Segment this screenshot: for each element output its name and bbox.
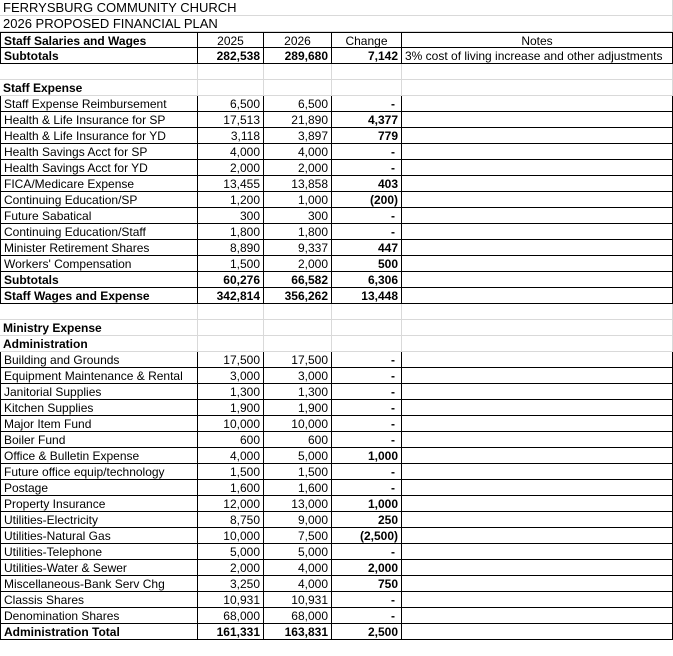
row-label[interactable]: Utilities-Water & Sewer <box>0 560 198 576</box>
value-2026[interactable]: 1,800 <box>264 224 332 240</box>
table-row <box>0 128 673 144</box>
value-2026[interactable]: 5,000 <box>264 448 332 464</box>
value-2026[interactable]: 13,000 <box>264 496 332 512</box>
value-2025[interactable]: 6,500 <box>198 96 264 112</box>
table-row <box>0 512 673 528</box>
value-2026[interactable]: 1,600 <box>264 480 332 496</box>
value-notes[interactable] <box>402 288 673 304</box>
section-heading-row <box>0 80 673 96</box>
col-label-header[interactable]: Staff Salaries and Wages <box>0 32 198 48</box>
column-header-row <box>0 32 673 48</box>
empty-cell[interactable] <box>0 304 198 320</box>
row-label[interactable]: Utilities-Electricity <box>0 512 198 528</box>
value-notes[interactable] <box>402 256 673 272</box>
value-2025[interactable]: 282,538 <box>198 48 264 64</box>
value-change[interactable]: - <box>332 592 402 608</box>
value-change[interactable]: (2,500) <box>332 528 402 544</box>
col-2026-header[interactable]: 2026 <box>264 32 332 48</box>
empty-cell[interactable] <box>402 304 673 320</box>
table-row <box>0 192 673 208</box>
empty-cell[interactable] <box>0 64 198 80</box>
table-row <box>0 528 673 544</box>
value-notes[interactable] <box>402 416 673 432</box>
value-change[interactable]: 6,306 <box>332 272 402 288</box>
value-notes[interactable] <box>402 560 673 576</box>
value-2026[interactable]: 68,000 <box>264 608 332 624</box>
value-2025[interactable]: 2,000 <box>198 560 264 576</box>
staff-expense-rows <box>0 96 673 272</box>
table-row <box>0 432 673 448</box>
section-heading-row <box>0 320 673 336</box>
empty-cell[interactable] <box>198 80 264 96</box>
empty-cell[interactable] <box>264 64 332 80</box>
empty-cell[interactable] <box>198 336 264 352</box>
value-2026[interactable]: 3,897 <box>264 128 332 144</box>
empty-cell[interactable] <box>332 64 402 80</box>
table-row <box>0 464 673 480</box>
value-notes[interactable] <box>402 608 673 624</box>
value-2026[interactable]: 13,858 <box>264 176 332 192</box>
row-label[interactable]: Health & Life Insurance for YD <box>0 128 198 144</box>
value-2025[interactable]: 8,750 <box>198 512 264 528</box>
value-notes[interactable] <box>402 176 673 192</box>
value-2026[interactable]: 21,890 <box>264 112 332 128</box>
value-2025[interactable]: 300 <box>198 208 264 224</box>
value-notes[interactable] <box>402 464 673 480</box>
empty-cell[interactable] <box>264 304 332 320</box>
row-label[interactable]: Building and Grounds <box>0 352 198 368</box>
value-2025[interactable]: 68,000 <box>198 608 264 624</box>
row-label[interactable]: Janitorial Supplies <box>0 384 198 400</box>
value-notes[interactable] <box>402 496 673 512</box>
empty-cell[interactable] <box>198 320 264 336</box>
value-change[interactable]: 447 <box>332 240 402 256</box>
row-label[interactable]: FICA/Medicare Expense <box>0 176 198 192</box>
col-2025-header[interactable]: 2025 <box>198 32 264 48</box>
empty-cell[interactable] <box>264 320 332 336</box>
table-row <box>0 448 673 464</box>
value-2025[interactable]: 1,600 <box>198 480 264 496</box>
value-2025[interactable]: 10,000 <box>198 416 264 432</box>
value-2025[interactable]: 1,200 <box>198 192 264 208</box>
staff-subtotal-row <box>0 272 673 288</box>
value-notes[interactable] <box>402 400 673 416</box>
value-2026[interactable]: 289,680 <box>264 48 332 64</box>
value-2025[interactable]: 1,500 <box>198 464 264 480</box>
value-2026[interactable]: 163,831 <box>264 624 332 640</box>
value-notes[interactable] <box>402 208 673 224</box>
value-notes[interactable] <box>402 96 673 112</box>
value-notes[interactable] <box>402 384 673 400</box>
table-row <box>0 208 673 224</box>
value-notes[interactable] <box>402 272 673 288</box>
table-row <box>0 256 673 272</box>
sheet-subtitle[interactable]: 2026 PROPOSED FINANCIAL PLAN <box>0 16 330 32</box>
row-label[interactable]: Boiler Fund <box>0 432 198 448</box>
value-change[interactable]: - <box>332 352 402 368</box>
table-row <box>0 560 673 576</box>
row-label[interactable]: Continuing Education/Staff <box>0 224 198 240</box>
value-change[interactable]: - <box>332 208 402 224</box>
value-notes[interactable] <box>402 432 673 448</box>
row-label[interactable]: Property Insurance <box>0 496 198 512</box>
value-change[interactable]: 2,000 <box>332 560 402 576</box>
section-subheading-row <box>0 336 673 352</box>
value-notes[interactable] <box>402 112 673 128</box>
value-notes[interactable] <box>402 224 673 240</box>
value-2026[interactable]: 9,337 <box>264 240 332 256</box>
value-2025[interactable]: 4,000 <box>198 448 264 464</box>
section-heading-ministry-expense[interactable]: Ministry Expense <box>0 320 198 336</box>
value-2026[interactable]: 4,000 <box>264 576 332 592</box>
table-row <box>0 416 673 432</box>
value-2026[interactable]: 4,000 <box>264 144 332 160</box>
value-notes[interactable] <box>402 368 673 384</box>
value-2026[interactable]: 2,000 <box>264 160 332 176</box>
row-label[interactable]: Future Sabatical <box>0 208 198 224</box>
row-label[interactable]: Office & Bulletin Expense <box>0 448 198 464</box>
value-change[interactable]: 13,448 <box>332 288 402 304</box>
value-2026[interactable]: 1,000 <box>264 192 332 208</box>
value-2026[interactable]: 2,000 <box>264 256 332 272</box>
table-row <box>0 608 673 624</box>
value-2026[interactable]: 9,000 <box>264 512 332 528</box>
empty-cell[interactable] <box>330 16 673 32</box>
value-2026[interactable]: 10,931 <box>264 592 332 608</box>
table-row <box>0 352 673 368</box>
table-row <box>0 224 673 240</box>
table-row <box>0 176 673 192</box>
value-2026[interactable]: 1,300 <box>264 384 332 400</box>
blank-row <box>0 64 673 80</box>
value-notes[interactable] <box>402 624 673 640</box>
value-2026[interactable]: 7,500 <box>264 528 332 544</box>
value-2025[interactable]: 5,000 <box>198 544 264 560</box>
value-2025[interactable]: 4,000 <box>198 144 264 160</box>
empty-cell[interactable] <box>198 304 264 320</box>
value-2025[interactable]: 342,814 <box>198 288 264 304</box>
value-change[interactable]: 1,000 <box>332 496 402 512</box>
value-notes[interactable] <box>402 352 673 368</box>
value-notes[interactable] <box>402 544 673 560</box>
row-label[interactable]: Health Savings Acct for YD <box>0 160 198 176</box>
value-2026[interactable]: 3,000 <box>264 368 332 384</box>
value-2026[interactable]: 300 <box>264 208 332 224</box>
empty-cell[interactable] <box>332 320 402 336</box>
value-2025[interactable]: 1,300 <box>198 384 264 400</box>
value-change[interactable]: - <box>332 608 402 624</box>
value-change[interactable]: 7,142 <box>332 48 402 64</box>
value-2025[interactable]: 2,000 <box>198 160 264 176</box>
row-label[interactable]: Administration Total <box>0 624 198 640</box>
salaries-subtotal-row <box>0 48 673 64</box>
table-row <box>0 144 673 160</box>
row-label[interactable]: Major Item Fund <box>0 416 198 432</box>
row-label[interactable]: Continuing Education/SP <box>0 192 198 208</box>
section-heading-staff-expense[interactable]: Staff Expense <box>0 80 198 96</box>
row-label[interactable]: Subtotals <box>0 272 198 288</box>
value-2025[interactable]: 3,250 <box>198 576 264 592</box>
value-2026[interactable]: 1,500 <box>264 464 332 480</box>
value-change[interactable]: 403 <box>332 176 402 192</box>
value-2025[interactable]: 600 <box>198 432 264 448</box>
value-2026[interactable]: 17,500 <box>264 352 332 368</box>
value-change[interactable]: - <box>332 400 402 416</box>
row-label[interactable]: Denomination Shares <box>0 608 198 624</box>
value-notes[interactable] <box>402 576 673 592</box>
table-row <box>0 544 673 560</box>
sheet-title[interactable]: FERRYSBURG COMMUNITY CHURCH <box>0 0 330 16</box>
value-notes[interactable] <box>402 240 673 256</box>
table-row <box>0 400 673 416</box>
value-2025[interactable]: 8,890 <box>198 240 264 256</box>
value-2025[interactable]: 3,118 <box>198 128 264 144</box>
row-label[interactable]: Equipment Maintenance & Rental <box>0 368 198 384</box>
empty-cell[interactable] <box>402 80 673 96</box>
value-2025[interactable]: 17,513 <box>198 112 264 128</box>
row-label[interactable]: Postage <box>0 480 198 496</box>
table-row <box>0 576 673 592</box>
row-label[interactable]: Miscellaneous-Bank Serv Chg <box>0 576 198 592</box>
empty-cell[interactable] <box>402 64 673 80</box>
table-row <box>0 480 673 496</box>
value-notes[interactable] <box>402 592 673 608</box>
value-change[interactable]: 1,000 <box>332 448 402 464</box>
value-2026[interactable]: 6,500 <box>264 96 332 112</box>
empty-cell[interactable] <box>332 336 402 352</box>
row-label[interactable]: Workers' Compensation <box>0 256 198 272</box>
value-2026[interactable]: 4,000 <box>264 560 332 576</box>
empty-cell[interactable] <box>332 80 402 96</box>
value-2026[interactable]: 5,000 <box>264 544 332 560</box>
value-2026[interactable]: 66,582 <box>264 272 332 288</box>
row-label[interactable]: Future office equip/technology <box>0 464 198 480</box>
administration-total-row <box>0 624 673 640</box>
value-change[interactable]: - <box>332 160 402 176</box>
value-change[interactable]: - <box>332 96 402 112</box>
value-notes[interactable] <box>402 512 673 528</box>
staff-total-row <box>0 288 673 304</box>
title-row <box>0 0 673 16</box>
value-change[interactable]: 2,500 <box>332 624 402 640</box>
value-2025[interactable]: 1,900 <box>198 400 264 416</box>
value-change[interactable]: - <box>332 224 402 240</box>
row-label[interactable]: Staff Expense Reimbursement <box>0 96 198 112</box>
table-row <box>0 96 673 112</box>
row-label[interactable]: Health & Life Insurance for SP <box>0 112 198 128</box>
table-row <box>0 368 673 384</box>
value-change[interactable]: 4,377 <box>332 112 402 128</box>
value-change[interactable]: - <box>332 368 402 384</box>
empty-cell[interactable] <box>198 64 264 80</box>
value-change[interactable]: (200) <box>332 192 402 208</box>
value-change[interactable]: - <box>332 464 402 480</box>
value-notes[interactable] <box>402 160 673 176</box>
value-2025[interactable]: 12,000 <box>198 496 264 512</box>
row-label[interactable]: Minister Retirement Shares <box>0 240 198 256</box>
col-notes-header[interactable]: Notes <box>402 32 673 48</box>
section-subheading-administration[interactable]: Administration <box>0 336 198 352</box>
row-label[interactable]: Classis Shares <box>0 592 198 608</box>
value-change[interactable]: - <box>332 384 402 400</box>
empty-cell[interactable] <box>332 304 402 320</box>
value-notes[interactable] <box>402 144 673 160</box>
value-notes[interactable]: 3% cost of living increase and other adjustments <box>402 48 673 64</box>
value-change[interactable]: - <box>332 544 402 560</box>
value-2025[interactable]: 10,000 <box>198 528 264 544</box>
row-label[interactable]: Kitchen Supplies <box>0 400 198 416</box>
value-change[interactable]: 250 <box>332 512 402 528</box>
subtitle-row <box>0 16 673 32</box>
value-notes[interactable] <box>402 448 673 464</box>
value-2025[interactable]: 3,000 <box>198 368 264 384</box>
value-change[interactable]: - <box>332 432 402 448</box>
value-2026[interactable]: 356,262 <box>264 288 332 304</box>
value-2025[interactable]: 10,931 <box>198 592 264 608</box>
value-2025[interactable]: 17,500 <box>198 352 264 368</box>
administration-rows <box>0 352 673 624</box>
table-row <box>0 384 673 400</box>
value-change[interactable]: - <box>332 416 402 432</box>
empty-cell[interactable] <box>402 336 673 352</box>
value-change[interactable]: 500 <box>332 256 402 272</box>
empty-cell[interactable] <box>330 0 673 16</box>
table-row <box>0 112 673 128</box>
value-change[interactable]: 779 <box>332 128 402 144</box>
col-change-header[interactable]: Change <box>332 32 402 48</box>
value-notes[interactable] <box>402 192 673 208</box>
table-row <box>0 240 673 256</box>
row-label[interactable]: Staff Wages and Expense <box>0 288 198 304</box>
row-label[interactable]: Subtotals <box>0 48 198 64</box>
row-label[interactable]: Utilities-Telephone <box>0 544 198 560</box>
value-2025[interactable]: 1,800 <box>198 224 264 240</box>
empty-cell[interactable] <box>402 320 673 336</box>
value-change[interactable]: 750 <box>332 576 402 592</box>
empty-cell[interactable] <box>264 80 332 96</box>
value-notes[interactable] <box>402 128 673 144</box>
value-2025[interactable]: 13,455 <box>198 176 264 192</box>
value-change[interactable]: - <box>332 144 402 160</box>
value-change[interactable]: - <box>332 480 402 496</box>
table-row <box>0 496 673 512</box>
row-label[interactable]: Health Savings Acct for SP <box>0 144 198 160</box>
value-notes[interactable] <box>402 480 673 496</box>
empty-cell[interactable] <box>264 336 332 352</box>
value-2025[interactable]: 60,276 <box>198 272 264 288</box>
value-2025[interactable]: 1,500 <box>198 256 264 272</box>
value-notes[interactable] <box>402 528 673 544</box>
value-2026[interactable]: 600 <box>264 432 332 448</box>
table-row <box>0 592 673 608</box>
value-2026[interactable]: 10,000 <box>264 416 332 432</box>
row-label[interactable]: Utilities-Natural Gas <box>0 528 198 544</box>
value-2026[interactable]: 1,900 <box>264 400 332 416</box>
value-2025[interactable]: 161,331 <box>198 624 264 640</box>
blank-row <box>0 304 673 320</box>
table-row <box>0 160 673 176</box>
